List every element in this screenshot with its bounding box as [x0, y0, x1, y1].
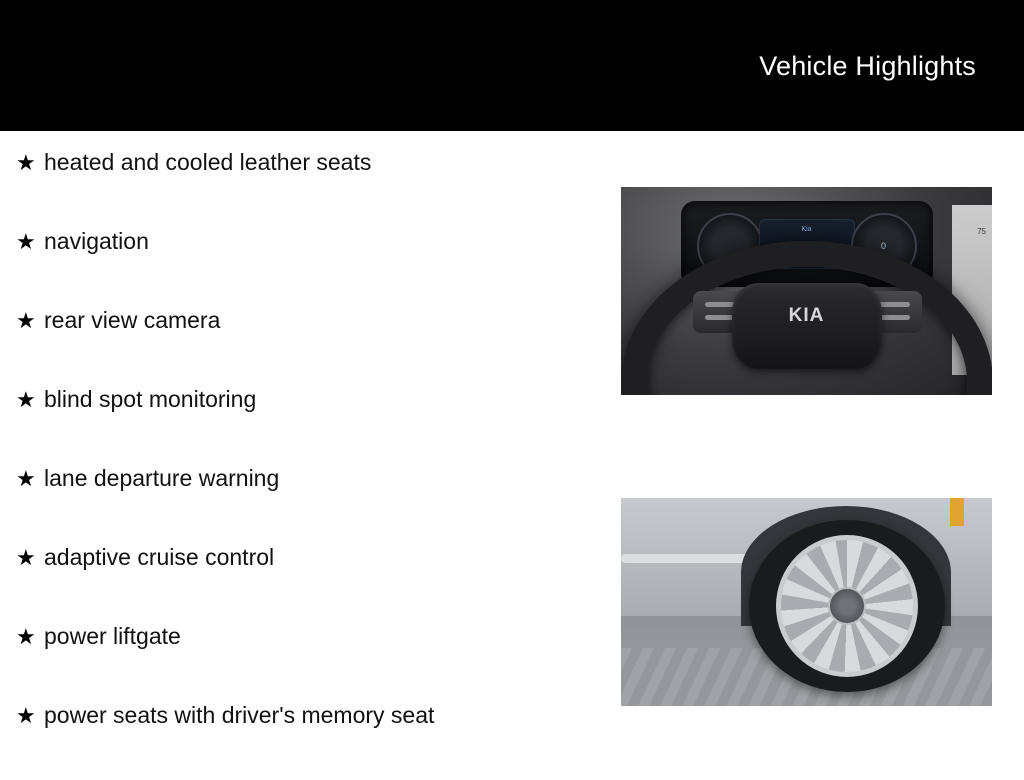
list-item — [10, 543, 610, 622]
star-icon: ★ — [16, 229, 36, 254]
star-icon: ★ — [16, 308, 36, 333]
list-item — [10, 148, 610, 227]
cluster-brand-label: Kia — [801, 226, 812, 233]
list-item — [10, 385, 610, 464]
screen-value: 75 — [977, 227, 986, 236]
feature-label: heated and cooled leather seats — [44, 149, 372, 175]
feature-label: lane departure warning — [44, 465, 280, 491]
star-icon: ★ — [16, 150, 36, 175]
alloy-rim — [776, 535, 918, 677]
kia-logo: KIA — [788, 305, 825, 326]
wheel-hub-cap — [828, 587, 866, 625]
tire — [749, 520, 945, 692]
vehicle-highlights-list — [10, 148, 610, 780]
list-item — [10, 464, 610, 543]
page-title: Vehicle Highlights — [759, 51, 976, 81]
header-bar — [0, 0, 1024, 131]
feature-label: power seats with driver's memory seat — [44, 702, 435, 728]
list-item — [10, 622, 610, 701]
star-icon: ★ — [16, 703, 36, 728]
dashboard-illustration — [621, 187, 992, 395]
star-icon: ★ — [16, 624, 36, 649]
list-item — [10, 227, 610, 306]
feature-label: adaptive cruise control — [44, 544, 275, 570]
feature-label: power liftgate — [44, 623, 181, 649]
list-item — [10, 306, 610, 385]
vehicle-side-illustration — [621, 498, 992, 706]
speed-value: 0 — [880, 241, 887, 251]
steering-wheel-hub — [732, 283, 882, 369]
side-marker-light — [950, 498, 964, 526]
star-icon: ★ — [16, 466, 36, 491]
feature-label: navigation — [44, 228, 149, 254]
feature-label: blind spot monitoring — [44, 386, 257, 412]
list-item — [10, 701, 610, 780]
star-icon: ★ — [16, 545, 36, 570]
exterior-wheel-photo — [621, 498, 992, 706]
interior-steering-wheel-photo — [621, 187, 992, 395]
star-icon: ★ — [16, 387, 36, 412]
feature-label: rear view camera — [44, 307, 221, 333]
